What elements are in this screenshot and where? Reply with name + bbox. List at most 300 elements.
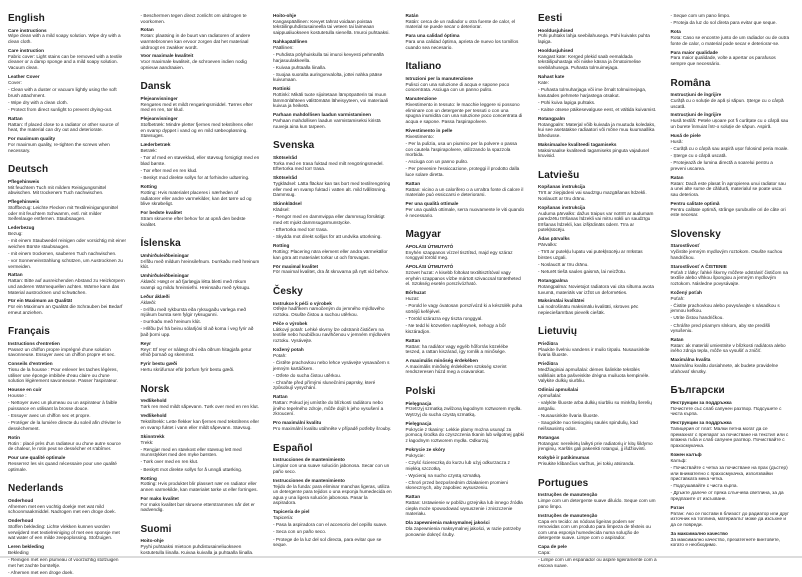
paragraph: - Chraňte před přímými slunečními paprsky, které způsobují vysychání. xyxy=(273,379,376,391)
paragraph: - Afnemen met een droge doek. xyxy=(8,569,74,575)
paragraph: - Saugokite nuo tiesioginių saulės spindulių, kad neišsausintų odos. xyxy=(538,420,638,431)
paragraph: - Limpe com um espanador ou aspire ligeiramente com a escova suave. xyxy=(538,557,657,568)
paragraph: Torka med en trasa fuktad med milt rengöringsmedel. Eftertorka med torr trasa. xyxy=(273,160,384,172)
section-heading: Ratan xyxy=(670,174,684,180)
language-heading: Français xyxy=(8,326,50,338)
section-heading: Hoito-ohje xyxy=(273,13,297,18)
paragraph: Per una qualità ottimale, serra nuovamente le viti quando è necessario. xyxy=(405,207,525,218)
language-heading: English xyxy=(8,13,45,24)
paragraph: - Nettoyer avec un plumeau ou un aspirateur à faible puissance en utilisant la brosse douce. xyxy=(8,400,118,411)
section-heading: Pro maximální kvalitu xyxy=(273,420,322,426)
section-heading: Rattan xyxy=(405,337,421,343)
paragraph: Otřejte hadříkem namočeným do jemného mýdlového roztoku. Osušte čistou a suchou utěrkou. xyxy=(273,306,385,317)
section-heading: Rotangas xyxy=(538,434,560,440)
paragraph: Auduma pārvalks: dažus traipus var notīrīt ar audumam paredzētu tīrīšanas līdzekli vai mitru sūkli un saudzīgu tīrīšanas līdzekli, kas izšķīdināts ūdenī. Tīra ar putekļsūcēju. xyxy=(538,210,654,233)
section-heading: Vedlikehold xyxy=(140,398,167,404)
language-heading: Suomi xyxy=(140,523,172,535)
paragraph: Poťah z látky: ľahké škvrny môžete odstrániť čističom na textílie alebo vlhkou špongiou a jemným mydlovým roztokom. Následne povysávajte. xyxy=(670,269,788,286)
section-heading: Kopšanas instrukcija xyxy=(538,204,586,210)
section-heading: Kokybė ir patikimumas xyxy=(538,455,590,461)
section-heading: Rotangpalm xyxy=(538,115,566,121)
section-heading: Instruções de manutenção xyxy=(538,492,598,498)
paragraph: Hertu skrúfurnar eftir þörfum fyrir bestu gæði. xyxy=(140,367,235,373)
section-heading: Instrucțiuni de îngrijire xyxy=(670,92,722,98)
language-heading: Deutsch xyxy=(8,164,49,176)
text-column-6 xyxy=(671,13,790,577)
section-heading: Инструкции за поддръжка xyxy=(670,420,732,426)
text-column-4 xyxy=(406,13,525,577)
language-heading: Svenska xyxy=(273,140,315,152)
paragraph: - Þurrkaðu með hreinum klút. xyxy=(140,319,201,325)
section-heading: Rotting xyxy=(140,475,157,481)
paragraph: - Подсушавайте с чиста кърпа. xyxy=(670,483,738,489)
section-heading: Kožený poťah xyxy=(670,289,702,295)
paragraph: Reyr: Ef reyr er nálægt ofni eða öðrum hitagjafa getur efnið þornað og skemmst. xyxy=(140,346,252,358)
section-heading: Кожен калъф xyxy=(670,451,702,457)
paragraph: - Protege de la luz del sol directa, para evitar que se seque. xyxy=(273,536,382,548)
paragraph: Capa em tecido: as nódoas ligeiras podem ser removidas com um produto para limpeza de têxteis ou com uma esponja humedecida numa solução de detergente suave. Limpe com o aspirador. xyxy=(538,518,651,541)
paragraph: Enyhén szappanos vízzel tisztítsd, majd egy száraz ronggyal töröld meg. xyxy=(405,249,513,261)
paragraph: Vyčistite jemným mydlovým roztokom. Osušte suchou handričkou. xyxy=(670,249,783,260)
paragraph: For maximum quality, re-tighten the screws when necessary. xyxy=(8,142,110,153)
section-heading: Rotting xyxy=(140,184,157,190)
paragraph: Pentru calitate optimă, strânge șuruburile ori de câte ori este necesar. xyxy=(670,206,786,218)
paragraph: Ratán: cerca de un radiador u otra fuente de calor, el material se puede secar o deteriorar. xyxy=(405,18,516,30)
paragraph: Rotin : placé près d'un radiateur ou d'une autre source de chaleur, le rotin peut se dessécher et s'abîmer. xyxy=(8,440,121,452)
section-heading: Rotan xyxy=(140,27,154,33)
paragraph: Tørk ren med mildt såpevann. Tørk over med en ren klut. xyxy=(140,404,259,410)
paragraph: Afnemen met een vochtig doekje met wat mild schoonmaakmiddel. Nadrogen met een droge doek. xyxy=(8,503,116,515)
section-heading: Maksimālai kvalitātei xyxy=(538,298,585,304)
paragraph: - Rengör med en dammvippa eller dammsug försiktigt med ett mjukt dammsugarmunstycke. xyxy=(273,214,385,225)
paragraph: - Beschermen tegen direct zonlicht om uitdrogen te voorkomen. xyxy=(140,13,247,24)
section-heading: Umhirðuleiðbeiningar xyxy=(140,273,189,279)
paragraph: Wipe clean with a mild soapy solution. Wipe dry with a clean cloth. xyxy=(8,33,121,44)
paragraph: Rota: Caso se encontre junto de um radiador ou de outra fonte de calor, o material pode secar e deteriorar-se. xyxy=(670,35,790,46)
paragraph: - Reinigen met een plumeau of voorzichtig stofzuigen met het zachte borsteltje. xyxy=(8,557,119,568)
page-bottom-rule xyxy=(0,556,802,558)
paragraph: - Seca con un paño seco. xyxy=(273,529,327,535)
section-heading: Für ein Maximum an Qualität xyxy=(8,298,73,304)
paragraph: - Hlífðu því frá beinu sólarljósi til að koma í veg fyrir að það þorni upp. xyxy=(140,326,254,338)
language-heading: Български xyxy=(670,385,725,397)
paragraph: Rattan: vicino a un calorifero o a un'altra fonte di calore il materiale può essiccarsi e deteriorarsi. xyxy=(405,186,524,198)
section-heading: Rattan xyxy=(405,180,421,186)
section-heading: Plejeanvisninger xyxy=(140,95,178,101)
paragraph: - Protejează de lumina directă a soarelui pentru a preveni uscarea. xyxy=(670,160,773,171)
paragraph: - Tørk over med en ren klut. xyxy=(140,459,199,465)
paragraph: - mit einem trockenen, sauberen Tuch nachwischen. xyxy=(8,250,117,256)
section-heading: Instruções de manutenção xyxy=(538,512,598,518)
section-heading: For bedste kvalitet xyxy=(140,210,182,216)
section-heading: Hooldusjuhised xyxy=(538,27,574,33)
section-heading: Onderhoud xyxy=(8,518,34,524)
paragraph: Betræk: xyxy=(140,148,157,154)
paragraph: Rotangpalma: Novietojot radiatora vai cita siltuma avota tuvumā, materiāls var izžūt un deformēties. xyxy=(538,283,654,295)
paragraph: - Seque com um pano limpo. xyxy=(670,13,731,18)
section-heading: Pielęgnacja xyxy=(405,400,432,406)
paragraph: - Pasa la aspiradora con el accesorio del cepillo suave. xyxy=(273,522,388,528)
section-heading: Priežiūra xyxy=(538,340,558,346)
paragraph: Tissu de la housse : Pour enlever les taches légères, utiliser une éponge imbibée d'eau claire ou d'une solution légèrement savonneuse. Passer l'aspirateur. xyxy=(8,367,118,384)
section-heading: Skinntrekk xyxy=(140,433,165,439)
section-heading: Priežiūra xyxy=(538,361,558,367)
section-heading: Læderbetræk xyxy=(140,142,171,148)
paragraph: Þrífðu með mildum hreinsilefnum. Þurrkaðu með hreinum klút. xyxy=(140,258,260,270)
section-heading: Rattan xyxy=(8,272,23,278)
paragraph: - Porold le vagy óvatosan porszívózd ki a készülék puha sörtéjű keféjével. xyxy=(405,303,523,314)
paragraph: - mit einem Staubwedel reinigen oder vorsichtig mit einer weichen Bürste staubsaugen. xyxy=(8,238,127,249)
section-heading: Instrucciones de mantenimiento xyxy=(273,477,345,483)
section-heading: Péče o výrobek xyxy=(273,320,308,326)
text-column-2 xyxy=(141,13,260,577)
section-heading: Istruzioni per la manutenzione xyxy=(405,75,473,81)
paragraph: - Þrífðu með rykbursta eða ryksugaðu varlega með mjúkum bursta sem fylgir ryksugunni. xyxy=(140,306,247,318)
section-heading: Rattan xyxy=(405,494,421,500)
section-heading: Conseils d'entretien xyxy=(8,361,53,367)
paragraph: Limpiar con una suave solución jabonosa. Secar con un paño seco. xyxy=(273,463,390,474)
paragraph: Voor maximale kwaliteit, de schroeven indien nodig opnieuw aandraaien. xyxy=(140,59,247,70)
section-heading: Maksimaalse kvaliteedi tagamiseks xyxy=(538,141,617,147)
paragraph: Resserrez les vis quand nécessaire pour une qualité optimale. xyxy=(8,461,117,472)
paragraph: Rotting: Hvis materialet placeres i nærheden af radiatorer eller andre varmekilder, kan det tørre ud og blive skrøbeligt. xyxy=(140,190,252,207)
paragraph: - Protect from direct sunlight to prevent drying-out. xyxy=(8,106,113,112)
section-heading: Rotangpalma xyxy=(538,278,568,284)
paragraph: - Suojaa suoralta auringonvalolta, jottei nahka pääse kuivumaan. xyxy=(273,71,383,83)
section-heading: Kopšanas instrukcija xyxy=(538,184,586,190)
section-heading: Pentru calitate optimă xyxy=(670,200,720,206)
section-heading: Pour une qualité optimale xyxy=(8,455,66,461)
paragraph: Rotangpalm: Materjal võib kuivada ja muutuda koledaks, kui see asetatakse radiaatori või mõne muu kuumaallika lähedusse. xyxy=(538,121,656,138)
paragraph: Lai nodrošinātu maksimālu kvalitāti, skrūves pēc nepieciešamības pievelk ciešāk. xyxy=(538,304,639,315)
paragraph: - Почиствайте с четка за почистване на прах (дъстер) или внимателно с прахосмукачка, използвайки приставката мека четка. xyxy=(670,464,788,482)
paragraph: Почистете със слаб сапунен разтвор. Подсушете с чиста кърпа. xyxy=(670,405,782,417)
paragraph: Rotting: Hvis produktet blir plassert nær en radiator eller annen varmekilde, kan materialet tørke ut eller forringes. xyxy=(140,481,258,492)
paragraph: - Čistěte prachovkou nebo lehce vysávejte vysavačem s jemným kartáčkem. xyxy=(273,359,390,371)
paragraph: Poťah: xyxy=(670,295,685,301)
section-heading: Instrucciones de mantenimiento xyxy=(273,457,345,463)
paragraph: - vor Sonneneinstrahlung schützen, um Austrocknen zu vermeiden. xyxy=(8,257,123,269)
section-heading: For maks kvalitet xyxy=(140,495,179,501)
section-heading: Plejeanvisninger xyxy=(140,116,178,122)
paragraph: Passez un chiffon propre imprégné d'une solution savonneuse. Essuyer avec un chiffon propre et sec. xyxy=(8,346,116,358)
paragraph: Szövet huzat: A kisebb foltokat textiltisztítóval vagy enyhén szappanos vízbe mártott szivaccsal tüntetheted el. Szükség esetén porszívózható. xyxy=(405,270,521,287)
paragraph: - Proteja da luz do sol direta para evitar que seque. xyxy=(670,20,777,26)
paragraph: Pulisci con una soluzione di acqua e sapone poco concentrata. Asciuga con un panno pulito. xyxy=(405,81,510,93)
paragraph: Rottinki: Mikäli tuote sijoitetaan lämpöpatterin tai muun lämmönlähteen välittömään läheisyyteen, voi materiaali kuivua ja heiketä. xyxy=(273,92,388,109)
section-heading: Rattan xyxy=(8,115,23,121)
paragraph: Apmušalai: xyxy=(538,393,562,399)
section-heading: Instructions d'entretien xyxy=(8,340,60,346)
section-heading: Ратан xyxy=(670,504,684,510)
paragraph: Potah: xyxy=(273,352,287,358)
language-heading: Lietuvių xyxy=(538,326,578,338)
paragraph: - Eftertorka med torr trasa. xyxy=(273,227,328,233)
paragraph: Ратан: Ако се постави в близост до радиатор или друг източник на топлина, материалът може да изсъхне и да се повреди. xyxy=(670,510,789,527)
section-heading: Onderhoud xyxy=(8,497,34,503)
paragraph: Für ein Maximum an Qualität die Schrauben bei Bedarf erneut anziehen. xyxy=(8,304,123,315)
paragraph: Tekstiltrekk: Lette flekker kan fjernes med tekstilrens eller en svamp fuktet i vann eller mildt såpevann. Støvsug. xyxy=(140,419,260,430)
paragraph: - Per la pulizia, usa un piumino per la polvere o passa con cautela l'aspirapolvere, utilizzando la spazzola morbida. xyxy=(405,140,518,158)
section-heading: Para una calidad óptima xyxy=(405,33,460,39)
section-heading: Instrucțiuni de îngrijire xyxy=(670,112,722,118)
paragraph: Przetrzyj szmatką zwilżoną łagodnym roztworem mydła. Wytrzyj do sucha czystą szmatką. xyxy=(405,406,522,417)
paragraph: Fabric cover: Light stains can be removed with a textile cleaner or a damp sponge and a mild soapy solution. Vacuum clean. xyxy=(8,53,123,70)
paragraph: Tapicería: xyxy=(273,515,294,521)
paragraph: - Noslaucīt ar tīru drānu. xyxy=(538,261,589,267)
paragraph: Huzat: xyxy=(405,296,420,302)
paragraph: - Kaitse otsese päikesevalguse eest, et vältida kuivamist. xyxy=(538,106,657,112)
section-heading: Skötselråd xyxy=(273,175,297,181)
paragraph: - Tør efter med en ren klud. xyxy=(140,168,198,174)
paragraph: За максимално качество, презатегнете винтовете, когато е необходимо. xyxy=(670,536,781,548)
section-heading: Hoito-ohje xyxy=(140,538,164,544)
section-heading: Vedlikehold xyxy=(140,413,167,419)
paragraph: Parhaan mahdollisen laadun varmistamiseksi kiristä ruuveja aina kun tarpeen. xyxy=(273,118,381,129)
section-heading: Ādas pārvalks xyxy=(538,236,570,242)
paragraph: Curăță cu o soluție de apă și săpun. Șterge cu o cârpă uscată. xyxy=(670,97,784,109)
section-heading: Kožený potah xyxy=(273,346,304,352)
paragraph: Pokrycie: xyxy=(405,452,425,458)
paragraph: - Wycieraj na sucho czystą szmatką. xyxy=(405,472,482,478)
paragraph: - Дръжте далече от пряка слънчева светлина, за да предпазите от изсъхване. xyxy=(670,490,784,501)
paragraph: Ratan: ak materiál umiestnite v blízkosti radiátora alebo iného zdroja tepla, môže sa vysušiť a zničiť. xyxy=(670,342,786,354)
paragraph: - valykite šluoste arba dulkių siurbliu su minkštų šerelių antgaliu. xyxy=(538,400,652,411)
paragraph: - Tīrīt ar putekļu lupatu vai putekļsūcēju ar mīkstas birstes uzgali. xyxy=(538,249,643,260)
section-heading: Ratán xyxy=(405,13,419,18)
paragraph: - Ne tedd ki közvetlen napfénynek, nehogy a bőr kiszáradjon. xyxy=(405,323,507,334)
paragraph: Trekk: xyxy=(140,439,154,445)
section-heading: Nahkapäällinen xyxy=(273,38,308,44)
text-column-5 xyxy=(538,13,657,577)
paragraph: - Puhasta tolmuharjaga või ime õrnalt tolmuimejaga, kasutades pehmete harjastega otsakut. xyxy=(538,86,647,98)
paragraph: Rotting: Placering nära element eller andra värmekällor kan göra att materialet torkar ut och försvagas. xyxy=(273,249,388,260)
section-heading: For maximum quality xyxy=(8,136,56,142)
paragraph: Limpe com um detergente suave diluído. Seque com um pano limpo. xyxy=(538,498,656,509)
paragraph: Klädsel: xyxy=(273,207,290,213)
paragraph: Cover: xyxy=(8,79,22,85)
paragraph: - Rengjør med en støvkost eller støvsug lett med munnstykket med den myke børsten. xyxy=(140,446,242,458)
section-heading: Pokrycie ze skóry xyxy=(405,446,446,452)
language-heading: Slovensky xyxy=(670,228,721,240)
section-heading: Bőrhuzat xyxy=(405,290,426,296)
paragraph: - Čistite prachovkou alebo povysávajte s násadkou s jemnou kefkou. xyxy=(670,302,780,314)
paragraph: Stoffen bekleding: Lichte vlekken kunnen worden verwijderd met textielreiniging of met een sponsje met wat water of een milde zeepoplossing. Stofzuigen. xyxy=(8,524,120,541)
section-heading: Dla zapewnienia maksymalnej jakości xyxy=(405,520,490,526)
language-heading: Latviešu xyxy=(538,169,580,181)
paragraph: Тапицерия от плат: Малки петна могат да се премахнат с препарат за почистване на текстил или с влажна гъба и слаб сапунен разтвор. Почиствайте с прахосмукачка. xyxy=(670,426,789,448)
language-heading: Česky xyxy=(273,286,303,297)
section-heading: Pielęgnacja xyxy=(405,420,432,426)
paragraph: Ratan: Dacă este plasat în apropierea unui radiator sau a unei alte surse de căldură, materialul se poate usca sau deteriora. xyxy=(670,180,786,197)
section-heading: Umhirðuleiðbeiningar xyxy=(140,252,189,258)
paragraph: Tīrīt ar ziepjūdeni vai saudzīgu mazgāšanas līdzekli. Noslaucīt ar tīru drānu. xyxy=(538,190,647,201)
paragraph: - Beskytt mot direkte sollys for å unngå uttørking. xyxy=(140,466,243,472)
language-heading: Polski xyxy=(405,386,436,398)
text-column-3 xyxy=(273,13,392,577)
paragraph: Capa: xyxy=(538,550,551,556)
paragraph: Rattan: Ustawienie w pobliżu grzejnika lub innego źródła ciepła może spowodować wysuszenie i zniszczenie materiału. xyxy=(405,500,523,517)
paragraph: Bekleding xyxy=(8,550,29,556)
paragraph: - Chroń przed bezpośrednim działaniem promieni słonecznych, aby zapobiec wysuszeniu. xyxy=(405,479,508,491)
section-heading: Rotting xyxy=(273,243,290,249)
section-heading: Capa de pele xyxy=(538,544,567,550)
paragraph: Rattan: ha radiátor vagy egyéb hőforrás közelébe teszed, a rattan kiszárad, így romlik a minősége. xyxy=(405,343,509,355)
paragraph: Rattan: Pokud jej umístíte do blízkosti radiátoru nebo jiného tepelného zdroje, může dojít k jeho vysušení a zkroucení. xyxy=(273,400,384,417)
paragraph: - Curăță cu o cârpă sau aspiră ușor folosind peria moale. xyxy=(670,145,789,151)
paragraph: A maximális minőség érdekében szükség szerint rendszeresen húzd meg a csavarokat. xyxy=(405,363,507,375)
language-heading: Nederlands xyxy=(8,483,64,495)
section-heading: Maximálna kvalita xyxy=(670,357,711,363)
section-heading: Hooldusjuhised xyxy=(538,47,574,53)
paragraph: - Per prevenire l'essiccazione, proteggi il prodotto dalla luce solare diretta. xyxy=(405,166,520,177)
paragraph: Rengøres med et mildt rengøringsmiddel. Tørres efter med en ren, tør klud. xyxy=(140,101,253,113)
section-heading: Husă de piele xyxy=(670,132,701,138)
paragraph: - Beskyt mod direkte sollys for at forhindre udtørring. xyxy=(140,175,250,181)
paragraph: - Chráňte pred priamym slnkom, aby ste predišli vysušeniu. xyxy=(670,322,771,334)
section-heading: Skötselråd xyxy=(273,154,297,160)
paragraph: Pokrycie z tkaniny: Lekkie plamy można usunąć za pomocą środka do czyszczenia tkanin lub wilgotnej gąbki z łagodnym roztworem mydła. Odkurzaj. xyxy=(405,426,525,443)
paragraph: Maksimaalse kvaliteedi tagamiseks pinguta vajadusel kruvisid. xyxy=(538,147,649,159)
section-heading: Ratan xyxy=(670,337,684,342)
paragraph: Maximálnu kvalitu dosiahnete, ak budete pravidelne uťahovať skrutky. xyxy=(670,363,779,374)
paragraph: För maximal kvalitet, dra åt skruvarna på nytt vid behov. xyxy=(273,269,389,275)
paragraph: Rotan: plaatsing in de buurt van radiatoren of andere warmtebronnen kan ervoor zorgen dat het materiaal uitdroogt en zwakker wordt. xyxy=(140,33,251,50)
paragraph: Stram skruerne efter behov for at opnå den bedste kvalitet. xyxy=(140,216,246,227)
paragraph: Pārvalks: xyxy=(538,242,558,248)
paragraph: - Czyść ściereczką do kurzu lub użyj odkurzacza z miękką szczotką. xyxy=(405,459,510,471)
paragraph: Pro maximální kvalitu utáhněte v případě potřeby šrouby. xyxy=(273,426,392,432)
section-heading: За максимално качество xyxy=(670,530,728,536)
language-heading: Íslenska xyxy=(140,238,181,250)
paragraph: Rotangas: nereikėtų laikyti prie radiatorių ir kitų šildymo įrenginių. Karštis gali pakenkti rotangui, jį išdžiovinti. xyxy=(538,440,653,452)
section-heading: Skinnklädsel xyxy=(273,201,302,207)
paragraph: For maks kvalitet bør skruene etterstrammes når det er nødvendig. xyxy=(140,501,255,513)
paragraph: Kangast kate: Kerged plekid saab eemaldada tekstiilipuhastaja või niiske käsna ja õrnatoimelise seebilahusega. Puhasta tolmuimejaga. xyxy=(538,53,641,70)
paragraph: - Essuyer avec un chiffon sec et propre. xyxy=(8,413,91,419)
section-heading: Rota xyxy=(670,29,681,35)
section-heading: Fyrir bestu gæði xyxy=(140,361,178,367)
section-heading: Tapicería de piel xyxy=(273,509,310,515)
section-heading: Per una qualità ottimale xyxy=(405,201,459,207)
paragraph: Housse : xyxy=(8,393,27,399)
paragraph: - Puhdista pölyhuiskulla tai imuroi kevyesti pehmeällä harjasuulakkeella. xyxy=(273,52,384,63)
section-heading: Care instruction xyxy=(8,47,44,53)
paragraph: Husă textilă: Petele ușoare pot fi curățate cu o cârpă sau un burete înmuiat într-o soluție de săpun. Aspiră. xyxy=(670,118,789,129)
section-heading: Odiniai apmušalai xyxy=(538,387,579,393)
language-heading: Italiano xyxy=(405,61,442,73)
paragraph: - Kuivaa puhtaalla liinalla. xyxy=(273,64,327,70)
language-heading: Norsk xyxy=(140,383,170,395)
paragraph: Plaukite švelniu vandens ir muilo tirpalu. Nusausinkite švaria šluoste. xyxy=(538,346,650,358)
section-heading: Leður áklæði xyxy=(140,293,170,299)
paragraph: Tygklädsel: Lätta fläckar kan tas bort med textilrengöring eller med en svamp fuktad i vatten alt. mild tvållösning. Dammsug. xyxy=(273,181,391,198)
paragraph: Medžiaginiai apmušalai: dėmes šalinkite tekstilės valikliais arba pašveiskite drėgna muiluota kempinėle. Valykite dulkių siurbliu. xyxy=(538,367,650,384)
paragraph: - Șterge cu o cârpă uscată. xyxy=(670,153,727,159)
paragraph: Husă: xyxy=(670,138,683,144)
section-heading: Reyr xyxy=(140,340,151,346)
language-heading: Magyar xyxy=(405,229,442,241)
section-heading: Parhaan mahdollisen laadun varmistaminen xyxy=(273,112,371,118)
section-heading: Voor maximale kwaliteit xyxy=(140,53,194,59)
section-heading: Para maior qualidade xyxy=(670,49,718,55)
section-heading: Housse en cuir xyxy=(8,387,42,393)
paragraph: Stoffbezug: Leichte Flecken mit Textilreinigungsmittel oder mit feuchtem Schwamm, evtl. mit milder Seifenlauge entfernen. Staubsaugen. xyxy=(8,205,119,222)
paragraph: - Tør af med en støveklud, eller støvsug forsigtigt med en blød børste. xyxy=(140,155,260,166)
section-heading: Starostlivosť xyxy=(670,243,700,249)
section-heading: Manutenzione xyxy=(405,96,437,102)
language-heading: Româna xyxy=(670,77,711,89)
paragraph: - Clean with a duster or vacuum lightly using the soft brush attachment. xyxy=(8,86,117,98)
paragraph: Para maior qualidade, volte a apertar os parafusos sempre que necessário. xyxy=(670,55,776,66)
paragraph: Para una calidad óptima, aprieta de nuevo los tornillos cuando sea necesario. xyxy=(405,39,519,50)
language-heading: Español xyxy=(273,442,313,454)
section-heading: Rattan xyxy=(273,394,288,400)
paragraph: - Wipe dry with a clean cloth. xyxy=(8,99,68,105)
section-heading: Leren bekleding xyxy=(8,544,44,550)
language-heading: Dansk xyxy=(140,81,172,93)
section-heading: Nahast kate xyxy=(538,73,565,79)
paragraph: Päällinen: xyxy=(273,44,294,50)
section-heading: Rotin xyxy=(8,434,20,440)
section-heading: Инструкции за поддръжка xyxy=(670,399,732,405)
section-heading: A maximális minőség érdekében xyxy=(405,357,479,363)
paragraph: Stofbetræk: Mindre pletter fjernes med tekstilrens eller en svamp dyppet i vand og en mild sæbeopløsning. Støvsuges. xyxy=(140,122,254,139)
section-heading: ÁPOLÁSI ÚTMUTATÓ xyxy=(405,243,454,249)
section-heading: För maximal kvalitet xyxy=(273,263,319,269)
section-heading: Pflegehinweis xyxy=(8,199,40,205)
paragraph: Mit feuchtem Tuch mit mildem Reinigungsmittel abwischen. Mit trockenem Tuch nachwischen. xyxy=(8,184,107,196)
paragraph: Bezug: xyxy=(8,231,23,237)
paragraph: - Pühi kuiva lapiga puhtaks. xyxy=(538,99,596,105)
paragraph: Kate: xyxy=(538,79,549,85)
section-heading: Lederbezug xyxy=(8,225,35,231)
section-heading: Rottinki xyxy=(273,86,291,92)
paragraph: Tejido de la funda: para eliminar manchas ligeras, utiliza un detergente para tejidos o una esponja humedecida en agua y una ligera solución jabonosa. Pasar la aspiradora. xyxy=(273,483,392,506)
paragraph: Pyyhi puhtaaksi mietoon puhdistusaineliuokseen kostutetulla liinalla. Kuivaa kuivalla ja puhtaalla liinalla. xyxy=(140,544,254,555)
section-heading: Rivestimento in pelle xyxy=(405,127,453,133)
text-column-1 xyxy=(8,13,127,577)
paragraph: Pühi puhtaks lahja seebilahusega. Pühi kuivaks puhta lapiga. xyxy=(538,33,650,44)
paragraph: Áklæði: Hægt er að fjarlægja létta bletti með rökum svampi og mildu hreinsiefni. Hreinsaðu með ryksugu. xyxy=(140,279,251,290)
paragraph: Áklæði: xyxy=(140,299,157,305)
paragraph: - Utrite čistou handričkou. xyxy=(670,315,724,321)
paragraph: Калъф: xyxy=(670,457,687,463)
paragraph: - Protéger de la lumière directe du soleil afin d'éviter le dessèchement. xyxy=(8,420,121,431)
paragraph: Prisukite klibančius varžtus, jei tokių atsiranda. xyxy=(538,461,635,467)
section-heading: Leather Cover xyxy=(8,73,40,79)
paragraph: - Neturēt tiešā saules gaismā, lai neizžūtu. xyxy=(538,269,627,275)
section-heading: Care instructions xyxy=(8,27,47,33)
paragraph: Dla zapewnienia maksymalnej jakości, w razie potrzeby ponownie dokręć śruby. xyxy=(405,526,521,537)
paragraph: Kangaspäällinen: Kevyet tahrat voidaan poistaa tekstiilinpuhdistusaineella tai veteen tai laimeaan saippualiuokseen kostutetulla sienellä. Imuroi puhtaaksi. xyxy=(273,18,390,36)
section-heading: ÁPOLÁSI ÚTMUTATÓ xyxy=(405,264,454,270)
paragraph: Rivestimento in tessuto: le macchie leggere si possono eliminare con un detergente per tessuti o con una spugna inumidita con una soluzione poco concentrata di acqua e sapone. Passa l'aspirapolvere. xyxy=(405,102,523,124)
language-heading: Portugues xyxy=(538,477,589,489)
section-heading: Starostlivosť A ČISTENIE xyxy=(670,263,727,269)
section-heading: Pflegehinweis xyxy=(8,178,40,184)
paragraph: Rivestimento: xyxy=(405,133,434,139)
language-heading: Eesti xyxy=(538,13,563,24)
paragraph: - Skydda mot direkt solljus för att undvika uttorkning. xyxy=(273,234,382,240)
paragraph: - Nusausinkite švaria šluoste. xyxy=(538,413,599,419)
paragraph: Rattan: If placed close to a radiator or other source of heat, the material can dry out and deteriorate. xyxy=(8,121,119,133)
paragraph: Rattan: Bitte auf ausreichenden Abstand zu Heizkörpern und anderen Wärmequellen achten. Wärme kann das Material austrocknen und schwächen. xyxy=(8,278,125,295)
paragraph: - Töröld szárazra egy tiszta ronggyal. xyxy=(405,315,483,321)
paragraph: - Otřete do sucha čistou utěrkou. xyxy=(273,372,342,378)
section-heading: Instrukce k péči o výrobek xyxy=(273,300,332,306)
paragraph: Látkový potah: Lehké skvrny lze odstranit čističem na textilie nebo houbičkou navlhčenou v jemném mýdlovém roztoku. Vysávejte. xyxy=(273,326,391,343)
